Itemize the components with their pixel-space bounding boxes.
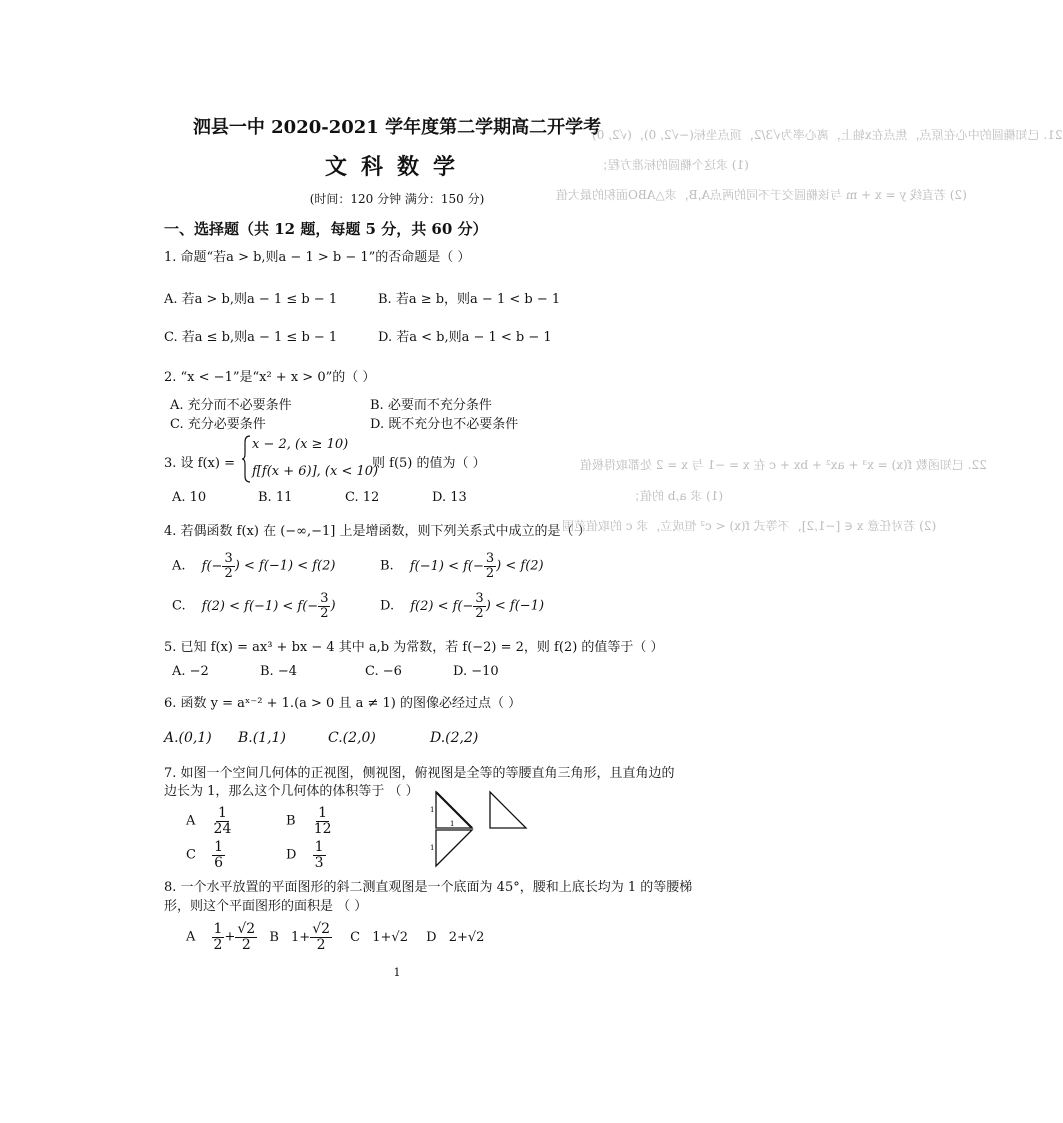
option-letter: A xyxy=(186,813,196,829)
q1-option-d: D. 若a < b,则a − 1 < b − 1 xyxy=(378,330,552,345)
figure-length-label: 1 xyxy=(430,806,435,814)
q8-option-d-value: 2+√2 xyxy=(448,929,485,945)
question-1-stem: 1. 命题“若a > b,则a − 1 > b − 1”的否命题是（ ） xyxy=(164,250,471,265)
exam-subtitle: 文科数学 xyxy=(324,154,469,180)
piecewise-case-1: x − 2, (x ≥ 10) xyxy=(252,437,349,452)
q2-option-c: C. 充分必要条件 xyxy=(170,417,266,432)
q2-option-a: A. 充分而不必要条件 xyxy=(170,398,292,413)
bleed-line: (2) 若对任意 x ∈ [−1,2]，不等式 f(x) < c² 恒成立，求 c 的取值范围 xyxy=(562,519,937,533)
q2-option-b: B. 必要而不充分条件 xyxy=(370,398,492,413)
side-view-triangle xyxy=(490,792,526,828)
option-letter: A xyxy=(186,929,196,945)
page-number: 1 xyxy=(393,966,401,979)
q4-option-c: C. f(2) < f(−1) < f(− $\frac{3}{2}$ ) xyxy=(172,591,336,621)
option-letter: C. xyxy=(172,598,186,614)
option-letter: D. xyxy=(380,598,395,614)
option-letter: C xyxy=(350,929,361,945)
q2-option-d: D. 既不充分也不必要条件 xyxy=(370,417,519,432)
q5-option-c: C. −6 xyxy=(365,664,402,679)
figure-length-label: 1 xyxy=(450,820,455,828)
fraction: $\frac{1}{6}$ xyxy=(214,839,224,871)
section-heading: 一、选择题（共 12 题，每题 5 分，共 60 分） xyxy=(164,220,488,238)
option-letter: C xyxy=(186,847,196,863)
fraction: $\frac{√2}{2}$ xyxy=(237,921,256,953)
q6-option-a: A.(0,1) xyxy=(164,730,212,746)
question-5-stem: 5. 已知 f(x) = ax³ + bx − 4 其中 a,b 为常数，若 f(−2) = 2，则 f(2) 的值等于（ ） xyxy=(164,640,664,655)
q7-option-d xyxy=(286,840,326,870)
fraction: $\frac{3}{2}$ xyxy=(475,591,484,621)
option-letter: D xyxy=(426,929,437,945)
question-8-stem-line1: 8. 一个水平放置的平面图形的斜二测直观图是一个底面为 45°，腰和上底长均为 1 的等腰梯 xyxy=(164,880,693,895)
fraction: $\frac{1}{3}$ xyxy=(314,839,324,871)
question-3-lead: 3. 设 f(x) = xyxy=(164,456,235,471)
option-letter: D xyxy=(286,847,297,863)
option-letter: B xyxy=(269,929,279,945)
q5-option-b: B. −4 xyxy=(260,664,297,679)
q1-option-a: A. 若a > b,则a − 1 ≤ b − 1 xyxy=(164,292,338,307)
piecewise-case-2: f[f(x + 6)], (x < 10) xyxy=(252,464,379,479)
q4-option-b: B. f(−1) < f(− $\frac{3}{2}$ ) < f(2) xyxy=(380,551,544,581)
bleed-line: (1) 求 a,b 的值； xyxy=(628,489,724,503)
fraction: $\frac{1}{24}$ xyxy=(213,805,232,837)
option-letter: B. xyxy=(380,558,394,574)
fraction: $\frac{1}{12}$ xyxy=(313,805,332,837)
q8-options: A $\frac{1}{2}$ + $\frac{√2}{2}$ B 1+ $\frac{√2}{2}$ C 1+√2 D 2+√2 xyxy=(186,921,485,953)
question-4-stem: 4. 若偶函数 f(x) 在 (−∞,−1] 上是增函数，则下列关系式中成立的是（ ） xyxy=(164,524,591,539)
q7-option-b xyxy=(286,806,334,836)
fraction: $\frac{3}{2}$ xyxy=(320,591,329,621)
q7-option-c xyxy=(186,840,225,870)
q1-option-b: B. 若a ≥ b，则a − 1 < b − 1 xyxy=(378,292,561,307)
fraction: $\frac{1}{2}$ xyxy=(213,921,223,953)
q3-option-b: B. 11 xyxy=(258,490,293,505)
q3-option-c: C. 12 xyxy=(345,490,380,505)
bleed-line: (2) 若直线 y = x + m 与该椭圆交于不同的两点A,B，求△ABO面积的最大值 xyxy=(556,188,967,202)
question-3-tail: 则 f(5) 的值为（ ） xyxy=(372,456,486,471)
figure-length-label: 1 xyxy=(430,844,435,852)
q6-option-b: B.(1,1) xyxy=(238,730,286,746)
exam-title: 泗县一中 2020-2021 学年度第二学期高二开学考 xyxy=(192,117,602,138)
bleed-line: 21. 已知椭圆的中心在原点，焦点在x轴上，离心率为√3/2，顶点坐标(−√2, 0)，(√2, 0) xyxy=(592,128,1063,142)
q1-option-c: C. 若a ≤ b,则a − 1 ≤ b − 1 xyxy=(164,330,338,345)
question-7-stem-line2: 边长为 1，那么这个几何体的体积等于 （ ） xyxy=(164,784,419,799)
fraction: $\frac{3}{2}$ xyxy=(485,551,495,581)
q3-option-d: D. 13 xyxy=(432,490,467,505)
exam-meta: (时间：120 分钟 满分：150 分) xyxy=(309,192,485,206)
option-letter: B xyxy=(286,813,296,829)
q6-option-d: D.(2,2) xyxy=(430,730,479,746)
fraction: $\frac{√2}{2}$ xyxy=(312,921,331,953)
option-letter: A. xyxy=(172,558,186,574)
bleed-line: 22. 已知函数 f(x) = x³ + ax² + bx + c 在 x = −1 与 x = 2 处都取得极值 xyxy=(580,458,987,472)
question-8-stem-line2: 形，则这个平面图形的面积是 （ ） xyxy=(164,899,368,914)
q5-option-a: A. −2 xyxy=(172,664,209,679)
q8-option-c-value: 1+√2 xyxy=(372,929,408,945)
question-6-stem: 6. 函数 y = aˣ⁻² + 1.(a > 0 且 a ≠ 1) 的图像必经过点（ ） xyxy=(164,696,522,711)
q4-option-a: A. f(− $\frac{3}{2}$ ) < f(−1) < f(2) xyxy=(172,551,336,581)
top-view-triangle xyxy=(436,830,472,866)
question-7-stem-line1: 7. 如图一个空间几何体的正视图，侧视图，俯视图是全等的等腰直角三角形，且直角边的 xyxy=(164,766,675,781)
q7-option-a xyxy=(186,806,233,836)
q6-option-c: C.(2,0) xyxy=(328,730,376,746)
piecewise-brace xyxy=(242,434,252,484)
three-view-figure xyxy=(426,788,536,870)
q5-option-d: D. −10 xyxy=(453,664,499,679)
fraction: $\frac{3}{2}$ xyxy=(224,551,233,581)
q3-option-a: A. 10 xyxy=(172,490,207,505)
q4-option-d: D. f(2) < f(− $\frac{3}{2}$ ) < f(−1) xyxy=(380,591,545,621)
question-2-stem: 2. “x < −1”是“x² + x > 0”的（ ） xyxy=(164,370,376,385)
bleed-line: (1) 求这个椭圆的标准方程； xyxy=(596,158,749,172)
